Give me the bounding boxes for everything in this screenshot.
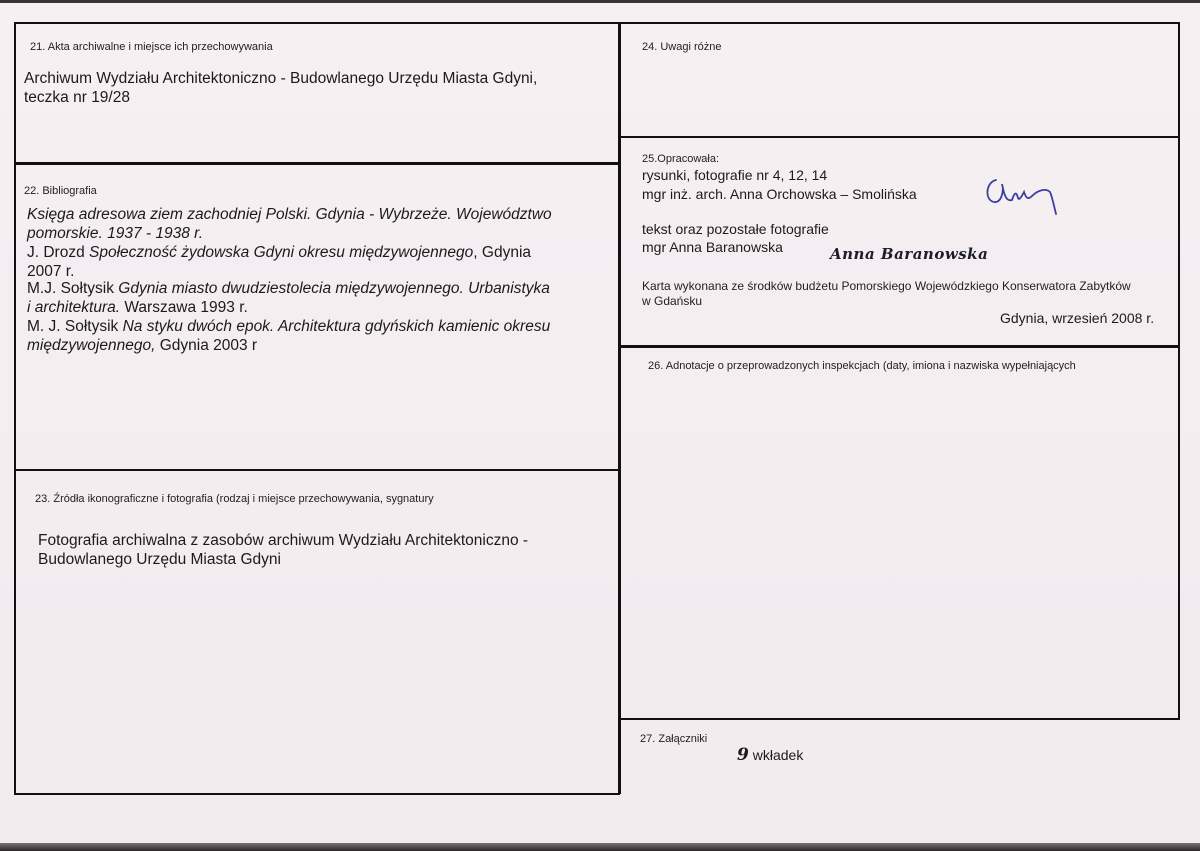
section21-label: 21. Akta archiwalne i miejsce ich przechowywania (30, 41, 273, 53)
signature-baranowska: Anna Baranowska (830, 245, 989, 263)
bibliography-entry-2-author: J. Drozd (27, 244, 90, 261)
signature-orchowska (982, 170, 1062, 218)
section25-label: 25.Opracowała: (642, 153, 720, 165)
bibliography-entry-2-title: Społeczność żydowska Gdyni okresu międzywojennego (89, 244, 474, 261)
bibliography-entry-1-line2 (27, 224, 203, 243)
section23-line1: Fotografia archiwalna z zasobów archiwum Wydziału Architektoniczno - (38, 532, 529, 549)
bibliography-entry-2-rest: , Gdynia (473, 244, 532, 261)
divider-right-26-27 (620, 718, 1180, 720)
divider-left-21-22 (14, 162, 620, 165)
section21-line2: teczka nr 19/28 (24, 89, 130, 106)
bibliography-entry-3-rest: Warszawa 1993 r. (120, 299, 248, 316)
section27-attachments (737, 747, 803, 764)
section21-line1: Archiwum Wydziału Architektoniczno - Budowlanego Urzędu Miasta Gdyni, (24, 70, 538, 87)
bibliography-entry-1-title-cont: pomorskie. 1937 - 1938 r. (27, 225, 204, 242)
section25-line3: tekst oraz pozostałe fotografie (642, 221, 829, 237)
bibliography-entry-4-line2 (27, 336, 257, 355)
bibliography-entry-2-line2: 2007 r. (27, 263, 75, 280)
divider-right-25-26 (620, 345, 1180, 348)
section26-label: 26. Adnotacje o przeprowadzonych inspekcjach (daty, imiona i nazwiska wypełniających (648, 360, 1076, 372)
bibliography-entry-3 (27, 279, 550, 298)
section25-funding-line1: Karta wykonana ze środków budżetu Pomorskiego Wojewódzkiego Konserwatora Zabytków (642, 279, 1131, 293)
bibliography-entry-1-title: Księga adresowa ziem zachodniej Polski. Gdynia - Wybrzeże. Województwo (27, 206, 552, 223)
bibliography-entry-2 (27, 243, 531, 262)
bibliography-entry-3-title: Gdynia miasto dwudziestolecia międzywojennego. Urbanistyka (118, 280, 550, 297)
section23-line2: Budowlanego Urzędu Miasta Gdyni (38, 551, 281, 568)
attachments-label: wkładek (748, 747, 804, 763)
divider-right-24-25 (620, 136, 1180, 138)
section27-label: 27. Załączniki (640, 733, 708, 745)
divider-top (14, 22, 1180, 24)
bibliography-entry-4-title: Na styku dwóch epok. Architektura gdyńskich kamienic okresu (122, 318, 551, 335)
bibliography-entry-4 (27, 317, 550, 336)
bibliography-entry-4-rest: Gdynia 2003 r (155, 337, 258, 354)
divider-vertical-right (1178, 22, 1180, 720)
divider-left-22-23 (14, 469, 620, 471)
section25-funding-line2: w Gdańsku (642, 294, 703, 308)
section25-line1: rysunki, fotografie nr 4, 12, 14 (642, 167, 828, 183)
section25-line2: mgr inż. arch. Anna Orchowska – Smolińska (642, 186, 917, 202)
bibliography-entry-4-author: M. J. Sołtysik (27, 318, 123, 335)
divider-vertical-left (14, 22, 16, 794)
section25-place-date: Gdynia, wrzesień 2008 r. (1000, 310, 1155, 326)
section25-line4: mgr Anna Baranowska (642, 239, 783, 255)
bibliography-entry-3-author: M.J. Sołtysik (27, 280, 119, 297)
scan-edge-top (0, 0, 1200, 3)
section22-label: 22. Bibliografia (24, 185, 97, 197)
scan-edge-bottom (0, 843, 1200, 851)
section24-label: 24. Uwagi różne (642, 41, 722, 53)
attachments-count: 9 (737, 745, 749, 765)
bibliography-entry-4-title-cont: międzywojennego, (27, 337, 156, 354)
section23-label: 23. Źródła ikonograficzne i fotografia (rodzaj i miejsce przechowywania, sygnatury (35, 493, 434, 505)
divider-bottom (14, 793, 620, 795)
bibliography-entry-3-title-cont: i architektura. (27, 299, 121, 316)
bibliography-entry-1 (27, 205, 552, 224)
bibliography-entry-3-line2 (27, 298, 248, 317)
